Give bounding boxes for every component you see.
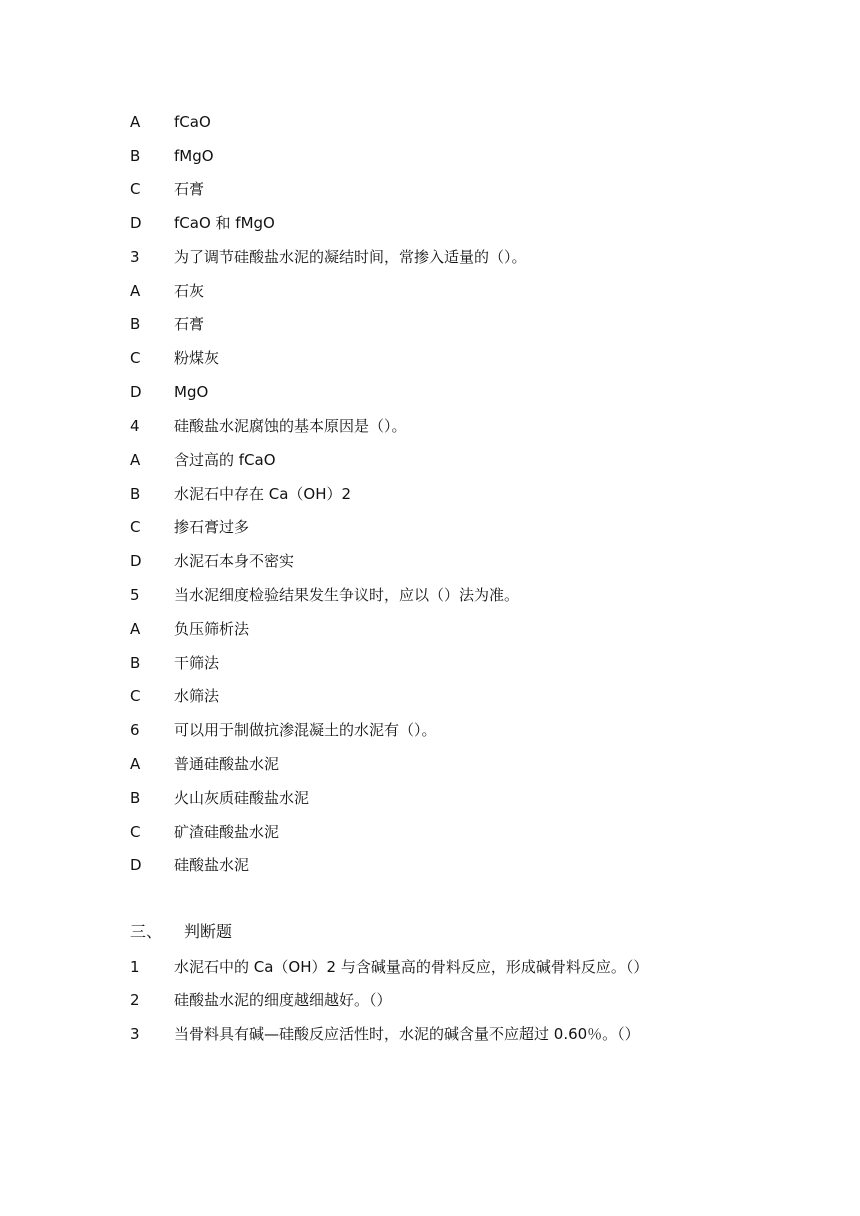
question-number: 6 [130, 721, 140, 739]
option-text: 普通硅酸盐水泥 [174, 755, 280, 773]
option-text: 掺石膏过多 [174, 518, 250, 536]
section-title: 判断题 [184, 922, 233, 941]
option-text: 含过高的 fCaO [174, 451, 276, 469]
question-text: 水泥石中的 Ca（OH）2 与含碱量高的骨料反应，形成碱骨料反应。（） [174, 958, 649, 976]
question-text: 为了调节硅酸盐水泥的凝结时间，常掺入适量的（）。 [174, 248, 527, 266]
section-number: 三、 [130, 922, 163, 941]
option-text: 干筛法 [174, 654, 220, 672]
option-label: B [130, 485, 141, 503]
option-label: A [130, 282, 141, 300]
option-text: fCaO 和 fMgO [174, 214, 275, 232]
option-label: C [130, 180, 141, 198]
option-text: MgO [174, 383, 209, 401]
option-label: A [130, 755, 141, 773]
option-label: B [130, 789, 141, 807]
option-label: A [130, 620, 141, 638]
question-text: 硅酸盐水泥的细度越细越好。（） [174, 991, 392, 1009]
option-text: fCaO [174, 113, 211, 131]
question-text: 当骨料具有碱—硅酸反应活性时，水泥的碱含量不应超过 0.60％。（） [174, 1025, 640, 1043]
option-label: C [130, 349, 141, 367]
option-text: fMgO [174, 147, 214, 165]
option-text: 石膏 [174, 180, 205, 198]
option-text: 水泥石中存在 Ca（OH）2 [174, 485, 352, 503]
option-label: C [130, 518, 141, 536]
option-label: C [130, 687, 141, 705]
option-label: D [130, 214, 142, 232]
option-label: B [130, 654, 141, 672]
question-number: 2 [130, 991, 140, 1009]
option-label: B [130, 147, 141, 165]
question-number: 4 [130, 417, 140, 435]
option-label: B [130, 315, 141, 333]
option-text: 石膏 [174, 315, 205, 333]
option-label: D [130, 856, 142, 874]
option-text: 石灰 [174, 282, 205, 300]
option-text: 负压筛析法 [174, 620, 250, 638]
option-text: 粉煤灰 [174, 349, 220, 367]
question-number: 5 [130, 586, 140, 604]
option-text: 硅酸盐水泥 [174, 856, 250, 874]
option-label: D [130, 383, 142, 401]
question-number: 3 [130, 248, 140, 266]
option-text: 水筛法 [174, 687, 220, 705]
option-label: A [130, 451, 141, 469]
option-text: 矿渣硅酸盐水泥 [174, 823, 280, 841]
option-text: 水泥石本身不密实 [174, 552, 295, 570]
question-number: 1 [130, 958, 140, 976]
option-label: D [130, 552, 142, 570]
option-label: A [130, 113, 141, 131]
question-text: 可以用于制做抗渗混凝土的水泥有（）。 [174, 721, 437, 739]
question-number: 3 [130, 1025, 140, 1043]
question-text: 当水泥细度检验结果发生争议时，应以（）法为准。 [174, 586, 520, 604]
option-label: C [130, 823, 141, 841]
question-text: 硅酸盐水泥腐蚀的基本原因是（）。 [174, 417, 407, 435]
option-text: 火山灰质硅酸盐水泥 [174, 789, 310, 807]
